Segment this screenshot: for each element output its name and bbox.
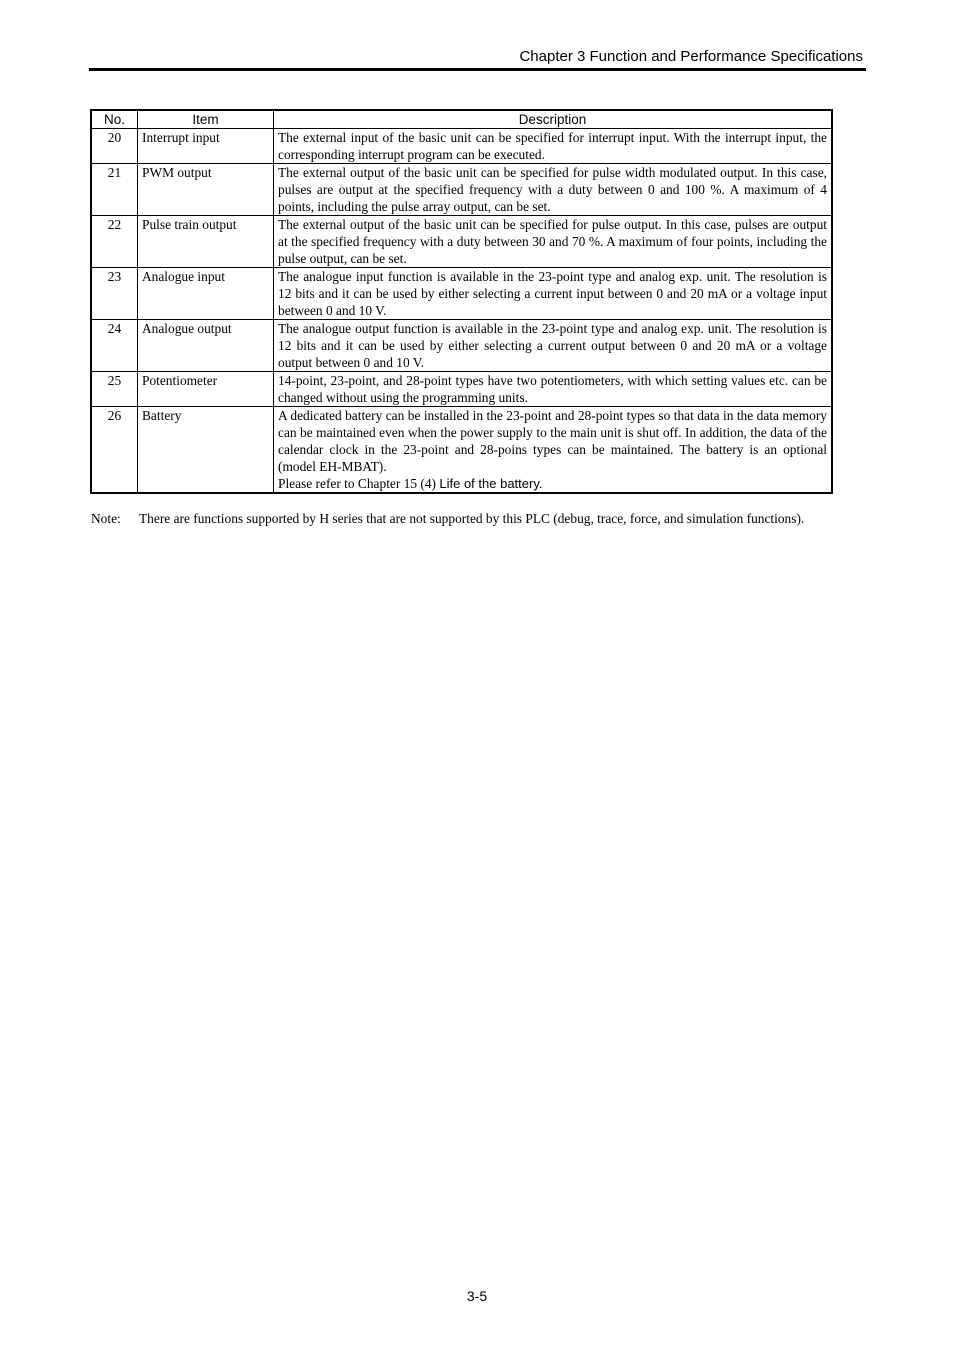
- header-rule: [89, 68, 866, 71]
- battery-description-text: A dedicated battery can be installed in the 23-point and 28-point types so that data in the data memory can be maintained even when the power supply to the main unit is shut off. In addition, the data of the calendar clock in the 23-point and 28-poins types can be maintained. The battery is an optional (model EH-MBAT).: [278, 408, 827, 474]
- row-item: PWM output: [138, 164, 274, 216]
- row-description: The external input of the basic unit can be specified for interrupt input. With the interrupt input, the corresponding interrupt program can be executed.: [274, 129, 833, 164]
- table-row: [91, 216, 832, 268]
- table-row: [91, 407, 832, 494]
- row-description: 14-point, 23-point, and 28-point types have two potentiometers, with which setting values etc. can be changed without using the programming units.: [274, 372, 833, 407]
- row-number: 23: [91, 268, 138, 320]
- column-header-item: Item: [138, 110, 274, 129]
- row-number: 22: [91, 216, 138, 268]
- table-row: [91, 268, 832, 320]
- row-description: The analogue output function is available in the 23-point type and analog exp. unit. The resolution is 12 bits and it can be used by either selecting a current output between 0 and 20 mA or a voltage output between 0 and 10 V.: [274, 320, 833, 372]
- note-label: Note:: [91, 511, 121, 526]
- specification-table: [90, 109, 833, 494]
- row-item: Analogue output: [138, 320, 274, 372]
- row-number: 24: [91, 320, 138, 372]
- row-item: Interrupt input: [138, 129, 274, 164]
- row-item: Potentiometer: [138, 372, 274, 407]
- chapter-header: Chapter 3 Function and Performance Specifications: [519, 48, 863, 65]
- row-description: The external output of the basic unit can be specified for pulse output. In this case, pulses are output at the specified frequency with a duty between 30 and 70 %. A maximum of four points, including the pulse output, can be set.: [274, 216, 833, 268]
- row-description: The analogue input function is available in the 23-point type and analog exp. unit. The resolution is 12 bits and it can be used by either selecting a current input between 0 and 20 mA or a voltage input between 0 and 10 V.: [274, 268, 833, 320]
- battery-reference-prefix: Please refer to Chapter 15 (4): [278, 476, 440, 491]
- row-description: The external output of the basic unit can be specified for pulse width modulated output. In this case, pulses are output at the specified frequency with a duty between 0 and 100 %. A maximum of 4 points, including the pulse array output, can be set.: [274, 164, 833, 216]
- row-number: 20: [91, 129, 138, 164]
- row-number: 26: [91, 407, 138, 494]
- row-number: 25: [91, 372, 138, 407]
- table-row: [91, 164, 832, 216]
- row-item: Pulse train output: [138, 216, 274, 268]
- row-number: 21: [91, 164, 138, 216]
- table-row: [91, 129, 832, 164]
- row-item: Battery: [138, 407, 274, 494]
- note-text: There are functions supported by H series that are not supported by this PLC (debug, trace, force, and simulation functions).: [139, 511, 805, 526]
- table-row: [91, 320, 832, 372]
- row-description: [274, 407, 833, 494]
- table-header-row: [91, 110, 832, 129]
- column-header-no: No.: [91, 110, 138, 129]
- footnote: [91, 510, 871, 527]
- row-item: Analogue input: [138, 268, 274, 320]
- page-number: 3-5: [466, 1288, 488, 1304]
- battery-life-reference-link[interactable]: Life of the battery.: [439, 476, 543, 491]
- table-row: [91, 372, 832, 407]
- column-header-description: Description: [274, 110, 833, 129]
